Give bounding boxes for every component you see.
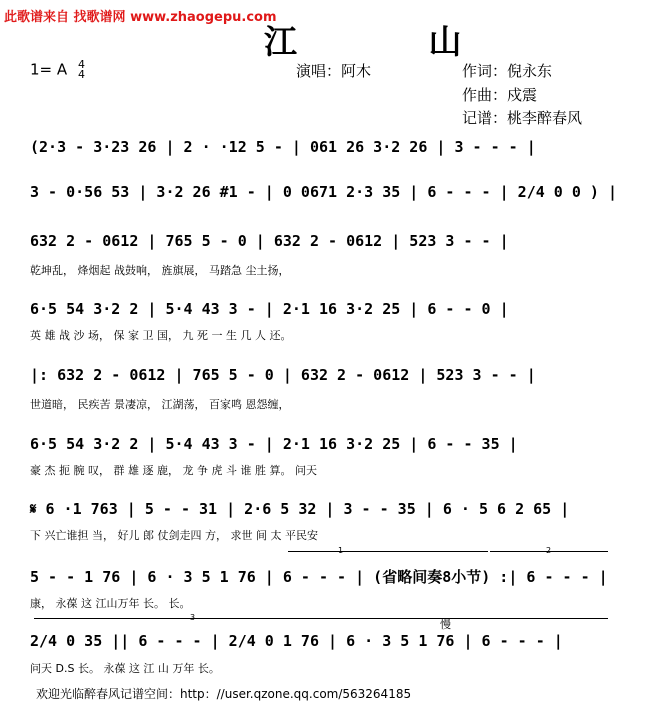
score-row-8-notes: 5 - - 1 76 | 6 · 3 5 1 76 | 6 - - - | (省略间奏8小节) :| 6 - - - | xyxy=(30,568,608,586)
score-row-3-notes: 632 2 - 0612 | 765 5 - 0 | 632 2 - 0612 | 523 3 - - | xyxy=(30,232,509,250)
watermark-text: 此歌谱来自 找歌谱网 xyxy=(4,10,126,25)
watermark xyxy=(4,6,277,25)
song-title: 江 山 xyxy=(264,22,522,61)
score-row-7-notes: 𝄋 6 ·1 763 | 5 - - 31 | 2·6 5 32 | 3 - - 35 | 6 · 5 6 2 65 | xyxy=(30,500,570,518)
ending-2-number: 2 xyxy=(546,546,552,555)
time-top: 4 xyxy=(77,58,85,71)
score-row-9-lyrics: 问天 D.S 长。 永葆 这 江 山 万年 长。 xyxy=(30,662,220,675)
lyricist: 作词：倪永东 xyxy=(462,62,553,80)
score-row-8-lyrics: 康， 永葆 这 江山万年 长。 长。 xyxy=(30,597,191,610)
score-row-9-notes: 2/4 0 35 || 6 - - - | 2/4 0 1 76 | 6 · 3 5 1 76 | 6 - - - | xyxy=(30,632,563,650)
score-row-5-lyrics: 世道暗， 民疾苦 景凄凉， 江湖荡， 百家鸣 恩怨缠， xyxy=(30,398,290,411)
score-row-1-notes: (2·3 - 3·23 26 | 2 · ·12 5 - | 061 26 3·2 26 | 3 - - - | xyxy=(30,138,536,156)
score-row-3-lyrics: 乾坤乱， 烽烟起 战鼓响， 旌旗展， 马踏急 尘土扬， xyxy=(30,264,290,277)
score-row-2-notes: 3 - 0·56 53 | 3·2 26 #1 - | 0 0671 2·3 35 | 6 - - - | 2/4 0 0 ) | xyxy=(30,183,617,201)
ending-3-number: 3 xyxy=(190,613,196,622)
score-row-5-notes: |: 632 2 - 0612 | 765 5 - 0 | 632 2 - 0612 | 523 3 - - | xyxy=(30,366,536,384)
time-signature xyxy=(78,60,85,80)
score-row-7-lyrics: 下 兴亡谁担 当， 好儿 郎 仗剑走四 方， 求世 间 太 平民安 xyxy=(30,529,318,542)
score-row-4-notes: 6·5 54 3·2 2 | 5·4 43 3 - | 2·1 16 3·2 25 | 6 - - 0 | xyxy=(30,300,509,318)
footer-link[interactable]: 欢迎光临醉春风记谱空间：http：//user.qzone.qq.com/563264185 xyxy=(36,687,412,701)
ending-1-number: 1 xyxy=(338,546,344,555)
score-row-6-notes: 6·5 54 3·2 2 | 5·4 43 3 - | 2·1 16 3·2 25 | 6 - - 35 | xyxy=(30,435,518,453)
composer: 作曲：戍震 xyxy=(462,86,538,104)
singer: 演唱：阿木 xyxy=(296,62,372,80)
watermark-url[interactable]: www.zhaogepu.com xyxy=(130,10,277,25)
score-row-6-lyrics: 豪 杰 扼 腕 叹， 群 雄 逐 鹿， 龙 争 虎 斗 谁 胜 算。 问天 xyxy=(30,464,317,477)
ending-3-bracket xyxy=(34,618,608,619)
score-row-4-lyrics: 英 雄 战 沙 场， 保 家 卫 国， 九 死 一 生 几 人 还。 xyxy=(30,329,292,342)
time-bottom: 4 xyxy=(77,68,85,81)
tempo-slow-mark: 慢 xyxy=(440,618,451,631)
key-signature xyxy=(30,60,85,80)
transcriber: 记谱：桃李醉春风 xyxy=(462,109,583,127)
key-label: 1= A xyxy=(30,60,68,79)
ending-1-bracket xyxy=(288,551,488,552)
